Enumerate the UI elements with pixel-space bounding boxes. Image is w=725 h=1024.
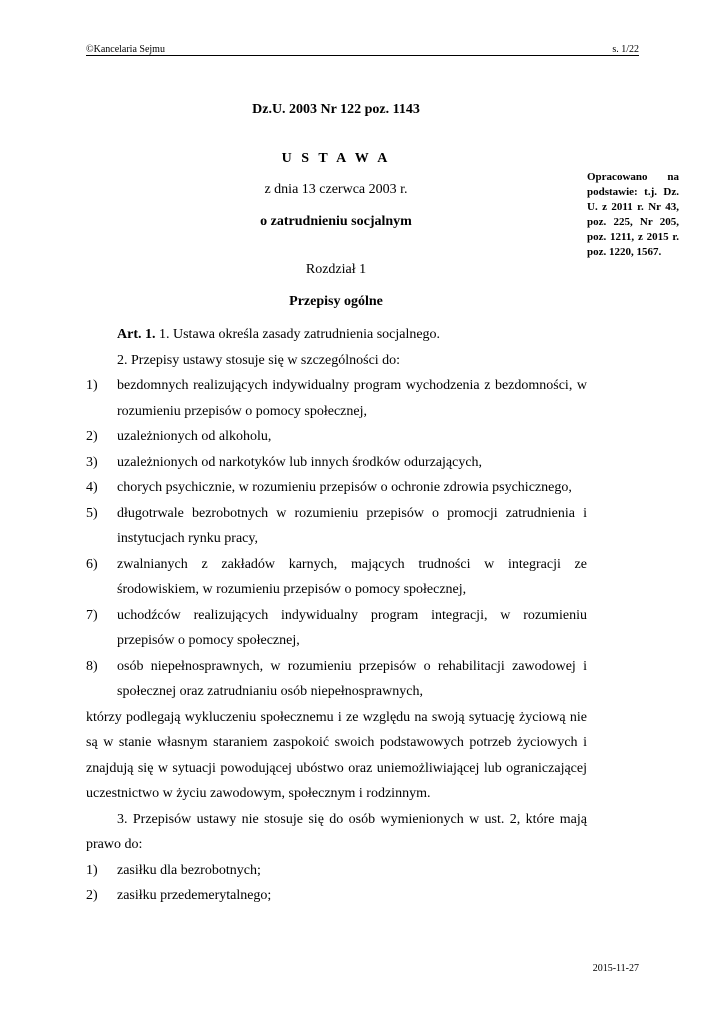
footer-date: 2015-11-27 [592, 963, 639, 974]
art1-para1 [86, 322, 587, 348]
list-item-text: uzależnionych od narkotyków lub innych środków odurzających, [117, 454, 483, 470]
list-item-number: 4) [86, 480, 98, 495]
list-item [86, 450, 587, 476]
list-item-number: 2) [86, 429, 98, 444]
document-type: U S T A W A [281, 151, 391, 166]
header-divider [86, 55, 639, 56]
list-item-number: 2) [86, 888, 98, 903]
journal-reference: Dz.U. 2003 Nr 122 poz. 1143 [252, 102, 420, 117]
list-item-number: 7) [86, 607, 98, 623]
list-item-text: zwalnianych z zakładów karnych, mających trudności w integracji ze środowiskiem, w rozumieniu przepisów o pomocy społecznej, [117, 556, 587, 597]
article-label: Art. 1. [117, 327, 156, 342]
list-item [86, 883, 587, 909]
list-item [86, 654, 587, 705]
list-item-text: chorych psychicznie, w rozumieniu przepisów o ochronie zdrowia psychicznego, [117, 480, 572, 495]
list-item-number: 1) [86, 378, 98, 393]
page-number: s. 1/22 [612, 44, 639, 55]
side-note: Opracowano na podstawie: t.j. Dz. U. z 2011 r. Nr 43, poz. 225, Nr 205, poz. 1211, z 2015 r. poz. 1220, 1567. [587, 171, 679, 258]
list-item-text: długotrwale bezrobotnych w rozumieniu przepisów o promocji zatrudnienia i instytucjach rynku pracy, [117, 505, 587, 546]
document-body [86, 322, 587, 909]
list-item [86, 552, 587, 603]
list-item [86, 858, 587, 884]
list-item [86, 373, 587, 424]
list-item [86, 603, 587, 654]
list-item-number: 5) [86, 505, 98, 521]
list-item-text: uzależnionych od alkoholu, [117, 429, 272, 444]
list-item-number: 8) [86, 658, 98, 674]
list-item-text: uchodźców realizujących indywidualny program integracji, w rozumieniu przepisów o pomocy społecznej, [117, 607, 587, 648]
document-date: z dnia 13 czerwca 2003 r. [264, 182, 408, 197]
art1-para1-text: 1. Ustawa określa zasady zatrudnienia socjalnego. [159, 327, 441, 342]
document-subject: o zatrudnieniu socjalnym [260, 214, 412, 229]
list-item [86, 501, 587, 552]
list-item-text: zasiłku przedemerytalnego; [117, 888, 272, 903]
list-item [86, 475, 587, 501]
chapter-number: Rozdział 1 [305, 262, 367, 277]
art1-para3: 3. Przepisów ustawy nie stosuje się do osób wymienionych w ust. 2, które mają prawo do: [86, 811, 587, 852]
chapter-title: Przepisy ogólne [289, 294, 383, 309]
list-item [86, 424, 587, 450]
list-item-number: 6) [86, 556, 98, 572]
list-item-text: bezdomnych realizujących indywidualny program wychodzenia z bezdomności, w rozumieniu przepisów o pomocy społecznej, [117, 378, 587, 419]
list-item-text: osób niepełnosprawnych, w rozumieniu przepisów o rehabilitacji zawodowej i społecznej oraz zatrudnianiu osób niepełnosprawnych, [117, 658, 587, 699]
art1-closing: którzy podlegają wykluczeniu społecznemu i ze względu na swoją sytuację życiową nie są w stanie własnym staraniem zaspokoić swoich podstawowych potrzeb życiowych i znajdują się w sytuacji powodującej ubóstwo oraz uniemożliwiającej lub ograniczającej uczestnictwo w życiu zawodowym, społecznym i rodzinnym. [86, 709, 587, 801]
list-item-number: 3) [86, 454, 98, 470]
header-left: ©Kancelaria Sejmu [86, 44, 165, 55]
list-item-text: zasiłku dla bezrobotnych; [117, 862, 261, 878]
art1-para2: 2. Przepisy ustawy stosuje się w szczególności do: [117, 352, 401, 368]
list-item-number: 1) [86, 862, 98, 878]
